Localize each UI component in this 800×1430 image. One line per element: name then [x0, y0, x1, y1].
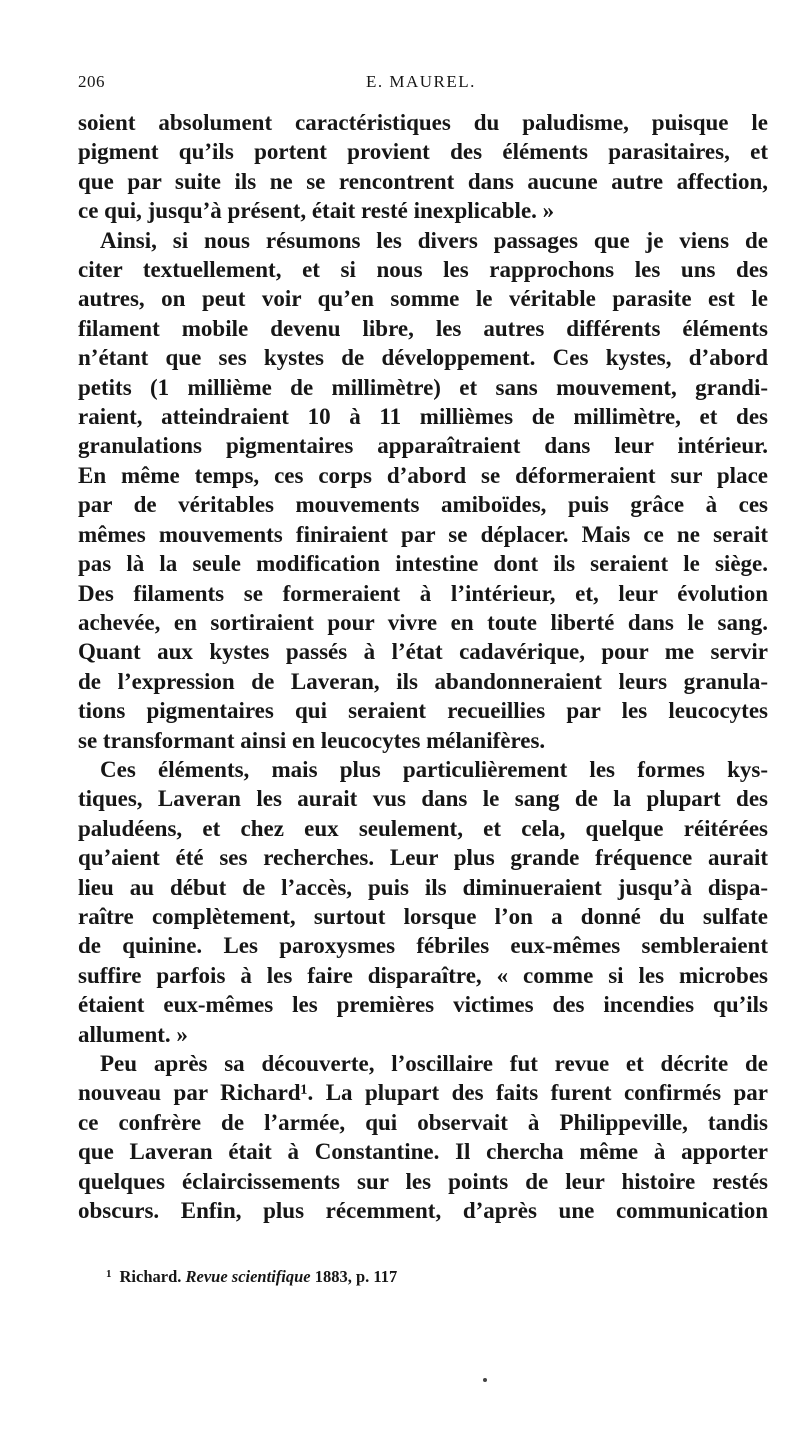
- text-line: qu’aient été ses recherches. Leur plus grande fréquence aurait: [78, 845, 768, 871]
- text-line: étaient eux-mêmes les premières victimes des incendies qu’ils: [78, 992, 768, 1018]
- text-line: Des filaments se formeraient à l’intérieur, et, leur évolution: [78, 580, 768, 606]
- text-line: que Laveran était à Constantine. Il chercha même à apporter: [78, 1139, 768, 1165]
- text-line: se transformant ainsi en leucocytes mélanifères.: [78, 727, 546, 753]
- footnote-details: 1883, p. 117: [314, 1267, 398, 1287]
- text-line: citer textuellement, et si nous les rapprochons les uns des: [78, 257, 768, 283]
- footnote-journal: Revue scientifique: [185, 1267, 311, 1287]
- text-line: par de véritables mouvements amiboïdes, puis grâce à ces: [78, 492, 768, 518]
- text-line: ce qui, jusqu’à présent, était resté inexplicable. »: [78, 198, 555, 224]
- text-line: achevée, en sortiraient pour vivre en toute liberté dans le sang.: [78, 609, 768, 635]
- text-line: pigment qu’ils portent provient des éléments parasitaires, et: [78, 139, 768, 165]
- running-head: [78, 72, 768, 102]
- text-line: tiques, Laveran les aurait vus dans le sang de la plupart des: [78, 786, 768, 812]
- text-line: filament mobile devenu libre, les autres différents éléments: [78, 315, 768, 341]
- book-page: [78, 72, 768, 1288]
- text-line: granulations pigmentaires apparaîtraient dans leur intérieur.: [78, 433, 768, 459]
- footnote-author: Richard.: [119, 1267, 182, 1287]
- text-line: En même temps, ces corps d’abord se déformeraient sur place: [78, 462, 768, 488]
- text-line: que par suite ils ne se rencontrent dans aucune autre affection,: [78, 168, 768, 194]
- footnote-marker: 1: [106, 1268, 112, 1281]
- text-line: ce confrère de l’armée, qui observait à Philippeville, tandis: [78, 1109, 768, 1135]
- text-line: pas là la seule modification intestine dont ils seraient le siège.: [78, 551, 768, 577]
- text-line: Ces éléments, mais plus particulièrement les formes kys-: [100, 756, 768, 782]
- text-line: lieu au début de l’accès, puis ils diminueraient jusqu’à dispa-: [78, 874, 768, 900]
- text-line: de l’expression de Laveran, ils abandonneraient leurs granula-: [78, 668, 768, 694]
- running-head-author: E. MAUREL.: [366, 72, 476, 91]
- text-line: allument. »: [78, 1021, 188, 1047]
- text-line: autres, on peut voir qu’en somme le véritable parasite est le: [78, 286, 768, 312]
- text-line: mêmes mouvements finiraient par se déplacer. Mais ce ne serait: [78, 521, 768, 547]
- text-line: quelques éclaircissements sur les points de leur histoire restés: [78, 1168, 768, 1194]
- text-line: tions pigmentaires qui seraient recueillies par les leucocytes: [78, 698, 768, 724]
- text-line: petits (1 millième de millimètre) et sans mouvement, grandi-: [78, 374, 768, 400]
- text-line: suffire parfois à les faire disparaître, « comme si les microbes: [78, 962, 768, 988]
- text-line: Peu après sa découverte, l’oscillaire fut revue et décrite de: [100, 1051, 768, 1076]
- text-line: raître complètement, surtout lorsque l’on a donné du sulfate: [78, 903, 768, 929]
- text-line: de quinine. Les paroxysmes fébriles eux-mêmes sembleraient: [78, 933, 768, 959]
- text-line: soient absolument caractéristiques du paludisme, puisque le: [78, 110, 768, 135]
- ink-speck: [483, 1378, 487, 1382]
- text-line: nouveau par Richard¹. La plupart des faits furent confirmés par: [78, 1080, 768, 1106]
- page-number: 206: [78, 72, 105, 91]
- text-line: n’étant que ses kystes de développement. Ces kystes, d’abord: [78, 345, 768, 371]
- text-line: Quant aux kystes passés à l’état cadavérique, pour me servir: [78, 639, 768, 665]
- footnote: [78, 1263, 768, 1288]
- text-line: Ainsi, si nous résumons les divers passages que je viens de: [100, 227, 768, 253]
- body-text: [78, 108, 768, 1225]
- text-line: paludéens, et chez eux seulement, et cela, quelque réitérées: [78, 815, 768, 841]
- text-line: raient, atteindraient 10 à 11 millièmes de millimètre, et des: [78, 404, 768, 430]
- text-line: obscurs. Enfin, plus récemment, d’après une communication: [78, 1198, 768, 1224]
